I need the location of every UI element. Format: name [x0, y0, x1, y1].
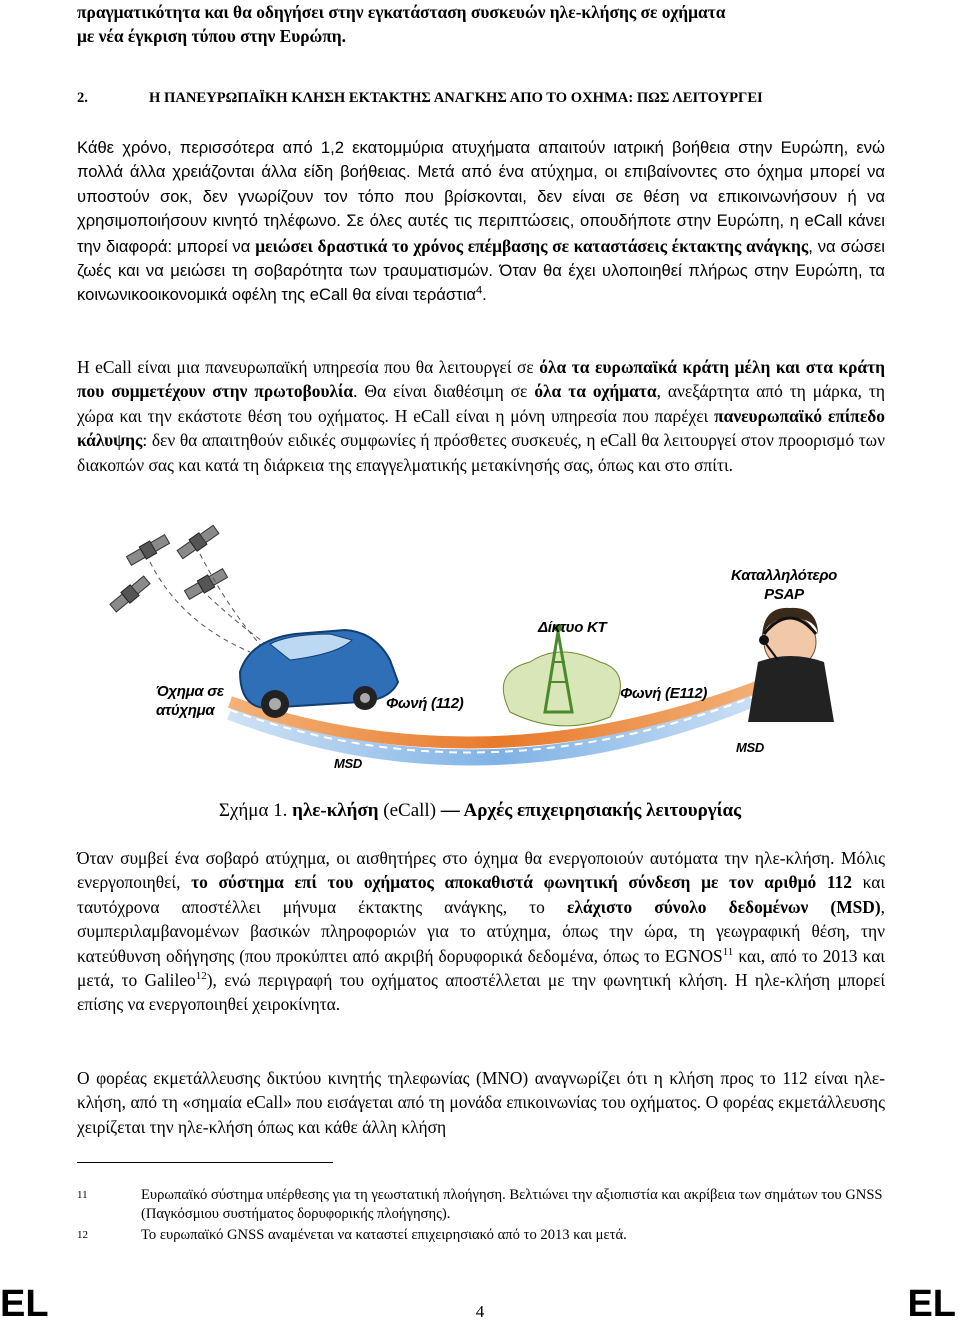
- caption-bold-2: — Αρχές επιχειρησιακής λειτουργίας: [440, 800, 742, 821]
- p2-bold-b: όλα τα ευρωπαϊκά κράτη μέλη και στα κράτη που συμμετέχουν στην πρωτοβουλία: [77, 357, 886, 402]
- p2-bold-d: όλα τα οχήματα: [534, 381, 657, 402]
- language-code-left: EL: [0, 1283, 49, 1325]
- caption-middle: (eCall): [378, 800, 441, 821]
- p1-text-d: .: [482, 285, 487, 305]
- paragraph-1: [77, 136, 885, 308]
- p1-text-a: Κάθε χρόνο, περισσότερα από 1,2 εκατομμύρια ατυχήματα απαιτούν ιατρική βοήθεια στην Ευρώπη, ενώ πολλά άλλα χρειάζονται άλλα είδη βοήθειας. Μετά από ένα ατύχημα, οι επιβαίνοντες στο όχημα μπορεί να υποστούν σοκ, δεν γνωρίζουν τον τόπο που βρίσκονται, δεν είναι σε θέση να επικοινωνήσουν ή να χρησιμοποιήσουν κινητό τηλέφωνο. Σε όλες αυτές τις περιπτώσεις, οπουδήποτε στην Ευρώπη, η eCall κάνει την διαφορά: μπορεί να: [77, 138, 885, 256]
- psap-label: Καταλληλότερο PSAP: [730, 567, 838, 603]
- p2-text-c: . Θα είναι διαθέσιμη σε: [353, 381, 535, 402]
- section-number: 2.: [77, 90, 88, 106]
- footnote-ref-12[interactable]: 12: [195, 970, 207, 983]
- msd-right-label: MSD: [736, 740, 764, 755]
- footnote-mark: 12: [77, 1229, 88, 1241]
- signal-line: [200, 554, 265, 650]
- footnote-ref-4[interactable]: 4: [475, 284, 483, 297]
- voice-112-label: Φωνή (112): [386, 695, 464, 712]
- paragraph-3: [77, 846, 885, 1017]
- p1-text-c: , να σώσει ζωές και να μειώσει τη σοβαρότητα των τραυματισμών. Όταν θα έχει υλοποιηθεί πλήρως στην Ευρώπη, τα κοινωνικοοικονομικά οφέλη της eCall θα είναι τεράστια: [77, 236, 885, 305]
- p3-text-e: , συμπεριλαμβανομένων βασικών πληροφοριών για το ατύχημα, όπως την ώρα, τη γεωγραφική θέση, την κατεύθυνση οδήγησης (που προκύπτει από ακριβή δορυφορικά δεδομένα, όπως το EGNOS: [77, 896, 886, 966]
- page-number: 4: [475, 1302, 485, 1321]
- cell-tower-icon: [503, 624, 620, 726]
- p3-text-c: και ταυτόχρονα αποστέλλει μήνυμα έκτακτης ανάγκης, το: [77, 872, 885, 917]
- p4-text: Ο φορέας εκμετάλλευσης δικτύου κινητής τηλεφωνίας (MNO) αναγνωρίζει ότι η κλήση προς το 112 είναι ηλε-κλήση, από τη «σημαία eCall» που εισάγεται από τη μονάδα επικοινωνίας του οχήματος. Ο φορέας εκμετάλλευσης χειρίζεται την ηλε-κλήση όπως και κάθε άλλη κλήση: [77, 1068, 885, 1137]
- footnote-ref-11[interactable]: 11: [722, 945, 734, 958]
- footnote-separator: [77, 1162, 333, 1163]
- p1-bold-emphasis: μειώσει δραστικά το χρόνος επέμβασης σε καταστάσεις έκτακτης ανάγκης: [255, 235, 809, 256]
- footnote-mark: 11: [77, 1189, 88, 1201]
- intro-line-1: πραγματικότητα και θα οδηγήσει στην εγκατάσταση συσκευών ηλε-κλήσης σε οχήματα: [77, 2, 726, 22]
- signal-line: [208, 596, 272, 648]
- section-title: Η ΠΑΝΕΥΡΩΠΑΪΚΗ ΚΛΗΣΗ ΕΚΤΑΚΤΗΣ ΑΝΑΓΚΗΣ ΑΠΟ ΤΟ ΟΧΗΜΑ: ΠΩΣ ΛΕΙΤΟΥΡΓΕΙ: [149, 90, 763, 106]
- p3-bold-b: το σύστημα επί του οχήματος αποκαθιστά φωνητική σύνδεση με τον αριθμό 112: [191, 872, 852, 893]
- ecall-diagram-graphic: [90, 522, 890, 782]
- p3-text-a: Όταν συμβεί ένα σοβαρό ατύχημα, οι αισθητήρες στο όχημα θα ενεργοποιούν αυτόματα την ηλε-κλήση. Μόλις ενεργοποιηθεί,: [77, 848, 885, 893]
- intro-paragraph: [77, 0, 885, 49]
- section-heading: [77, 90, 897, 107]
- satellite-icon: [176, 524, 220, 561]
- p3-text-g: ), ενώ περιγραφή του οχήματος αποστέλλεται με την φωνητική κλήση. Η ηλε-κλήση μπορεί επίσης να ενεργοποιηθεί χειροκίνητα.: [77, 970, 885, 1015]
- network-label: Δίκτυο ΚΤ: [538, 619, 607, 636]
- figure-caption: [0, 800, 960, 822]
- msd-left-label: MSD: [334, 756, 362, 771]
- voice-e112-label: Φωνή (E112): [620, 685, 708, 702]
- satellite-icon: [183, 567, 228, 601]
- footnote-11: [77, 1186, 885, 1226]
- vehicle-label: Όχημα σε ατύχημα: [156, 683, 224, 719]
- language-code-right: EL: [907, 1283, 956, 1325]
- p2-text-e: , ανεξάρτητα από τη μάρκα, τη χώρα και την εκάστοτε θέση του οχήματος. Η eCall είναι η μόνη υπηρεσία που παρέχει: [77, 381, 885, 426]
- p3-bold-d: ελάχιστο σύνολο δεδομένων (MSD): [566, 896, 881, 917]
- p2-text-g: : δεν θα απαιτηθούν ειδικές συμφωνίες ή πρόσθετες συσκευές, η eCall θα λειτουργεί στον προορισμό των διακοπών σας και κατά τη διάρκεια της επαγγελματικής μετακίνησής σας, όπως και στο σπίτι.: [77, 430, 885, 475]
- p2-bold-f: πανευρωπαϊκό επίπεδο κάλυψης: [77, 405, 885, 451]
- caption-prefix: Σχήμα 1.: [218, 800, 293, 821]
- paragraph-2: [77, 355, 885, 477]
- p2-text-a: Η eCall είναι μια πανευρωπαϊκή υπηρεσία που θα λειτουργεί σε: [77, 357, 540, 377]
- car-icon: [240, 630, 398, 718]
- operator-icon: [748, 608, 834, 722]
- intro-line-2: με νέα έγκριση τύπου στην Ευρώπη.: [77, 26, 346, 47]
- footnote-12: [77, 1226, 885, 1248]
- p3-text-f: και, από το 2013 και μετά, το Galileo: [77, 945, 885, 991]
- satellite-icon: [125, 533, 170, 567]
- footnote-text: Ευρωπαϊκό σύστημα υπέρθεσης για τη γεωστατική πλοήγηση. Βελτιώνει την αξιοπιστία και ακρίβεια των σημάτων του GNSS (Παγκόσμιου συστήματος δορυφορικής πλοήγησης).: [141, 1187, 883, 1222]
- paragraph-4: [77, 1066, 885, 1139]
- satellite-icon: [109, 574, 152, 613]
- caption-bold-1: ηλε-κλήση: [292, 800, 379, 821]
- footnote-text: Το ευρωπαϊκό GNSS αναμένεται να καταστεί επιχειρησιακό από το 2013 και μετά.: [141, 1227, 627, 1243]
- ecall-diagram: [90, 522, 890, 782]
- signal-line: [150, 562, 250, 652]
